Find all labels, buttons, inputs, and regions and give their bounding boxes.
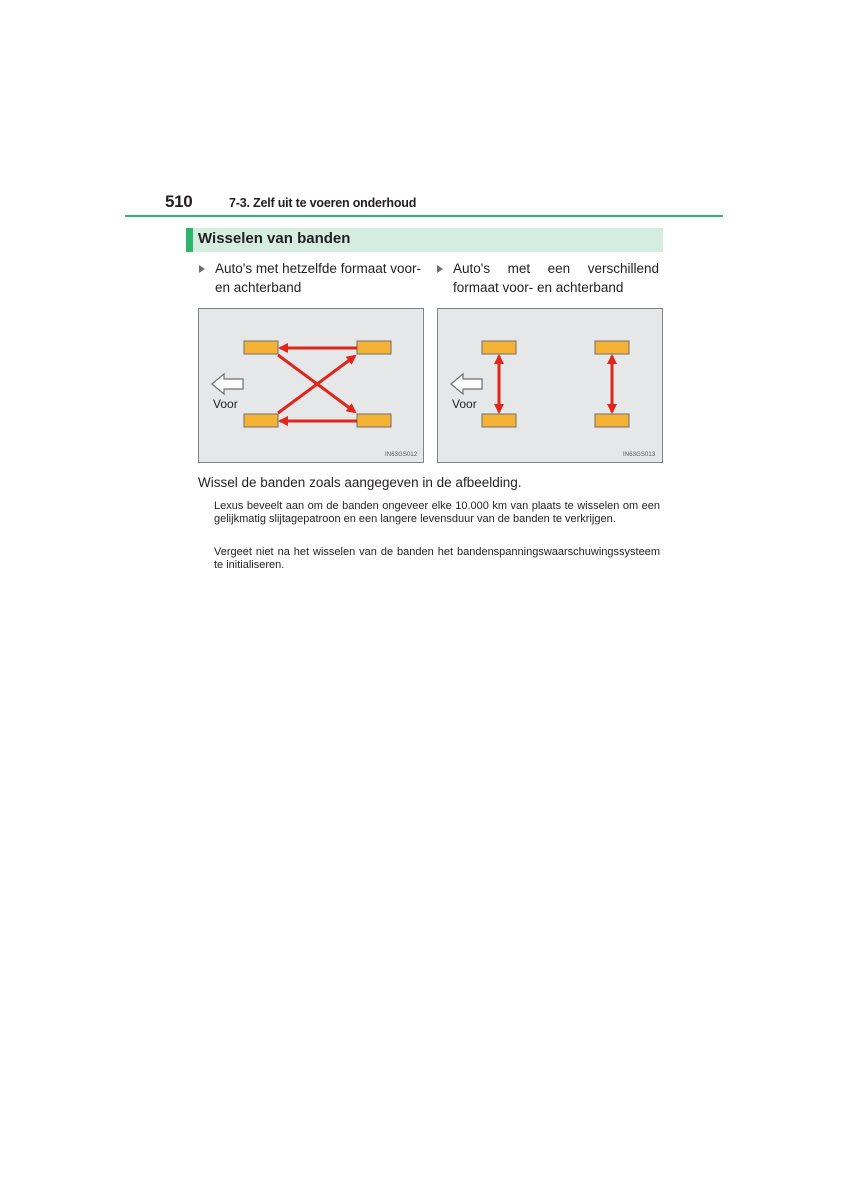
tire-rear-left: [482, 414, 516, 427]
section-title: [186, 228, 663, 252]
tire-rear-right: [357, 414, 391, 427]
tire-front-left: [244, 341, 278, 354]
note-text: Vergeet niet na het wisselen van de banden het bandenspanningswaarschuwingssysteem te initialiseren.: [214, 546, 660, 571]
diagram-canvas: [437, 308, 663, 463]
tire-front-right: [595, 341, 629, 354]
bullet-item: [199, 259, 421, 299]
page-number: 510: [165, 192, 193, 211]
tire-rear-left: [357, 341, 391, 354]
diagram-canvas: [198, 308, 424, 463]
figure-code: IN63GS013: [623, 452, 656, 458]
bullet-triangle-icon: [437, 265, 443, 273]
page-header: [165, 192, 723, 216]
rotation-diagram-front-back: [437, 308, 663, 463]
tire-front-right: [244, 414, 278, 427]
front-label: Voor: [213, 397, 238, 411]
rotation-diagram-cross: [198, 308, 424, 463]
bullet-triangle-icon: [199, 265, 205, 273]
bullet-text: Auto's met hetzelfde formaat voor- en achterband: [215, 261, 421, 295]
instruction-text: Wissel de banden zoals aangegeven in de afbeelding.: [198, 475, 522, 490]
front-label: Voor: [452, 397, 477, 411]
note-text: Lexus beveelt aan om de banden ongeveer elke 10.000 km van plaats te wisselen om een gelijkmatig slijtagepatroon en een langere levensduur van de banden te verkrijgen.: [214, 500, 660, 525]
figure-code: IN63GS012: [385, 452, 418, 458]
tire-front-left: [482, 341, 516, 354]
bullet-text: Auto's met een verschillend formaat voor- en achterband: [453, 261, 659, 295]
section-title-text: Wisselen van banden: [198, 230, 351, 247]
header-rule: [125, 215, 723, 217]
bullet-item: [437, 259, 659, 299]
tire-rear-right: [595, 414, 629, 427]
chapter-title: 7-3. Zelf uit te voeren onderhoud: [229, 196, 417, 210]
